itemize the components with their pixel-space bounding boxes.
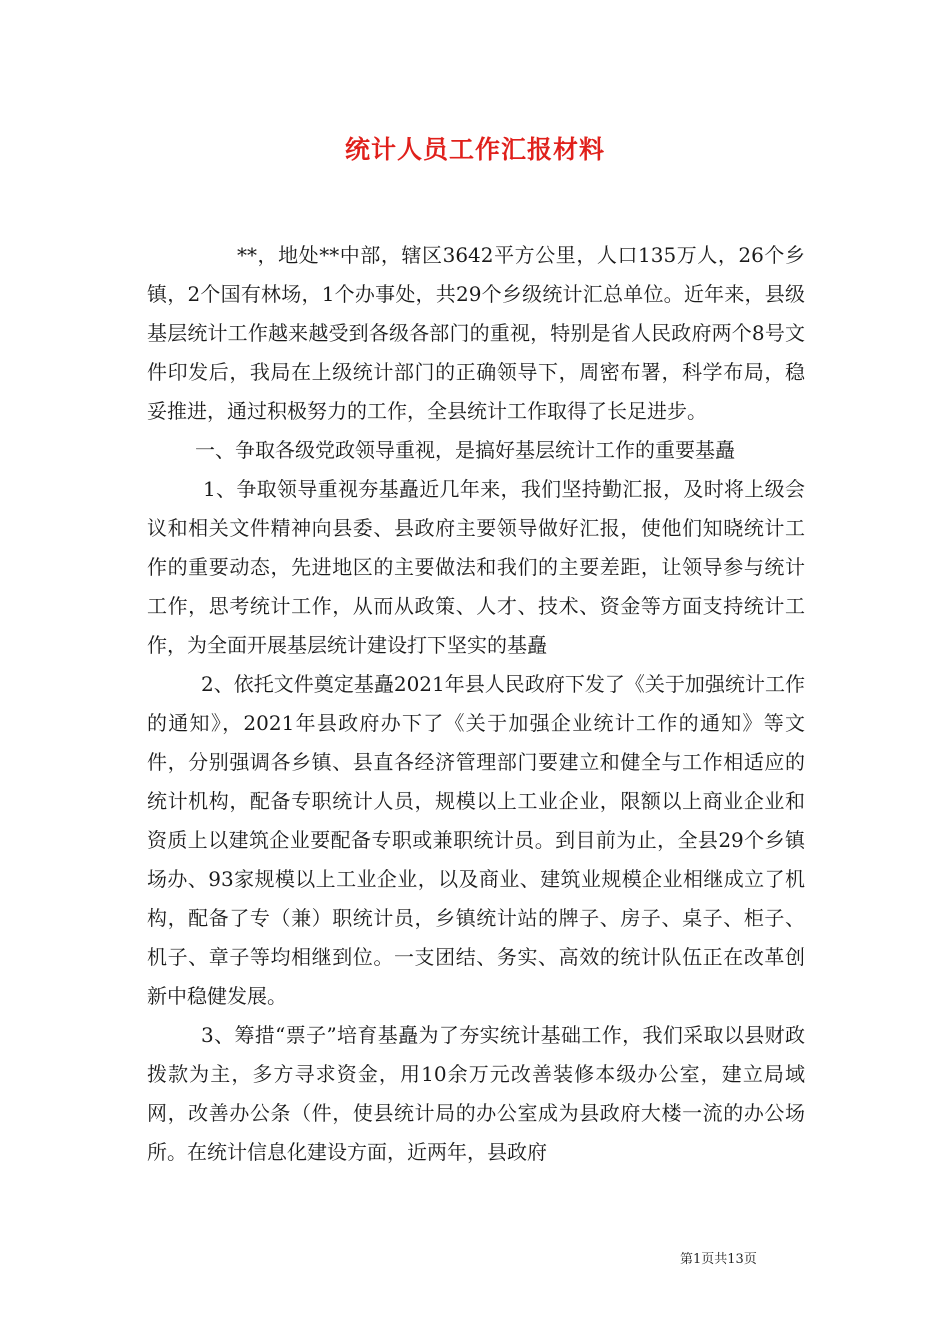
document-body [147,236,805,1172]
section-heading-1: 一、争取各级党政领导重视，是搞好基层统计工作的重要基矗 [195,438,735,462]
document-title: 统计人员工作汇报材料 [344,135,605,164]
paragraph-item-3: 3、筹措“票子”培育基矗为了夯实统计基础工作，我们采取以县财政拨款为主，多方寻求资金，用10余万元改善装修本级办公室，建立局域网，改善办公条（件，使县统计局的办公室成为县政府大楼一流的办公场所。在统计信息化建设方面，近两年，县政府 [147,1023,805,1164]
paragraph-item-2: 2、依托文件奠定基矗2021年县人民政府下发了《关于加强统计工作的通知》，2021年县政府办下了《关于加强企业统计工作的通知》等文件，分别强调各乡镇、县直各经济管理部门要建立和健全与工作相适应的统计机构，配备专职统计人员，规模以上工业企业，限额以上商业企业和资质上以建筑企业要配备专职或兼职统计员。到目前为止，全县29个乡镇场办、93家规模以上工业企业，以及商业、建筑业规模企业相继成立了机构，配备了专（兼）职统计员，乡镇统计站的牌子、房子、桌子、柜子、机子、章子等均相继到位。一支团结、务实、高效的统计队伍正在改革创新中稳健发展。 [147,672,805,1008]
paragraph-intro: **，地处**中部，辖区3642平方公里，人口135万人，26个乡镇，2个国有林场，1个办事处，共29个乡级统计汇总单位。近年来，县级基层统计工作越来越受到各级各部门的重视，特别是省人民政府两个8号文件印发后，我局在上级统计部门的正确领导下，周密布署，科学布局，稳妥推进，通过积极努力的工作，全县统计工作取得了长足进步。 [147,243,805,423]
paragraph-item-1: 1、争取领导重视夯基矗近几年来，我们坚持勤汇报，及时将上级会议和相关文件精神向县委、县政府主要领导做好汇报，使他们知晓统计工作的重要动态，先进地区的主要做法和我们的主要差距，让领导参与统计工作，思考统计工作，从而从政策、人才、技术、资金等方面支持统计工作，为全面开展基层统计建设打下坚实的基矗 [147,477,805,657]
page-number: 第1页共13页 [680,1252,757,1267]
